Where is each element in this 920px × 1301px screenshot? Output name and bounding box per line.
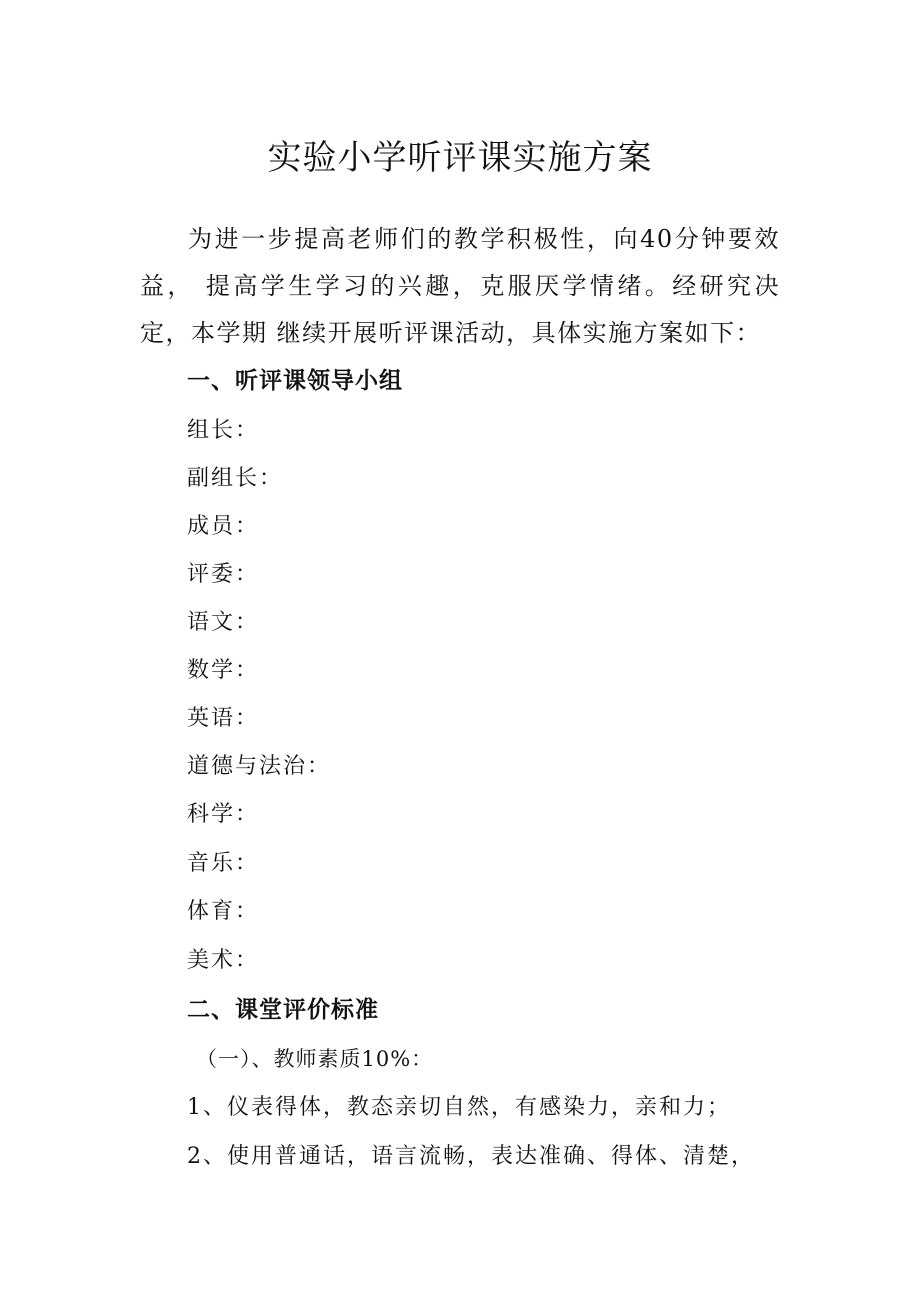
member-line-science: 科学： (187, 802, 260, 827)
section1-heading: 一、听评课领导小组 (187, 368, 403, 394)
criteria-item-2: 2、使用普通话，语言流畅，表达准确、得体、清楚， (187, 1144, 755, 1169)
member-line-art: 美术： (187, 948, 260, 973)
intro-paragraph: 为进一步提高老师们的教学积极性，向40分钟要效益， 提高学生学习的兴趣，克服厌学情绪。经研究决定，本学期 继续开展听评课活动，具体实施方案如下： (140, 225, 780, 347)
member-line-judges: 评委： (187, 562, 260, 587)
member-line-chinese: 语文： (187, 610, 260, 635)
criteria-item-1: 1、仪表得体，教态亲切自然，有感染力，亲和力； (187, 1095, 731, 1120)
section2-subheading: （一）、教师素质10%： (196, 1047, 434, 1071)
member-line-english: 英语： (187, 706, 260, 731)
section2-heading: 二、课堂评价标准 (187, 997, 379, 1023)
member-line-leader: 组长： (187, 418, 260, 443)
member-line-music: 音乐： (187, 851, 260, 876)
member-line-pe: 体育： (187, 899, 260, 924)
member-line-members: 成员： (187, 514, 260, 539)
member-line-deputy-leader: 副组长： (187, 466, 284, 491)
member-line-morality-law: 道德与法治： (187, 754, 332, 779)
member-line-math: 数学： (187, 658, 260, 683)
document-title: 实验小学听评课实施方案 (267, 138, 653, 178)
